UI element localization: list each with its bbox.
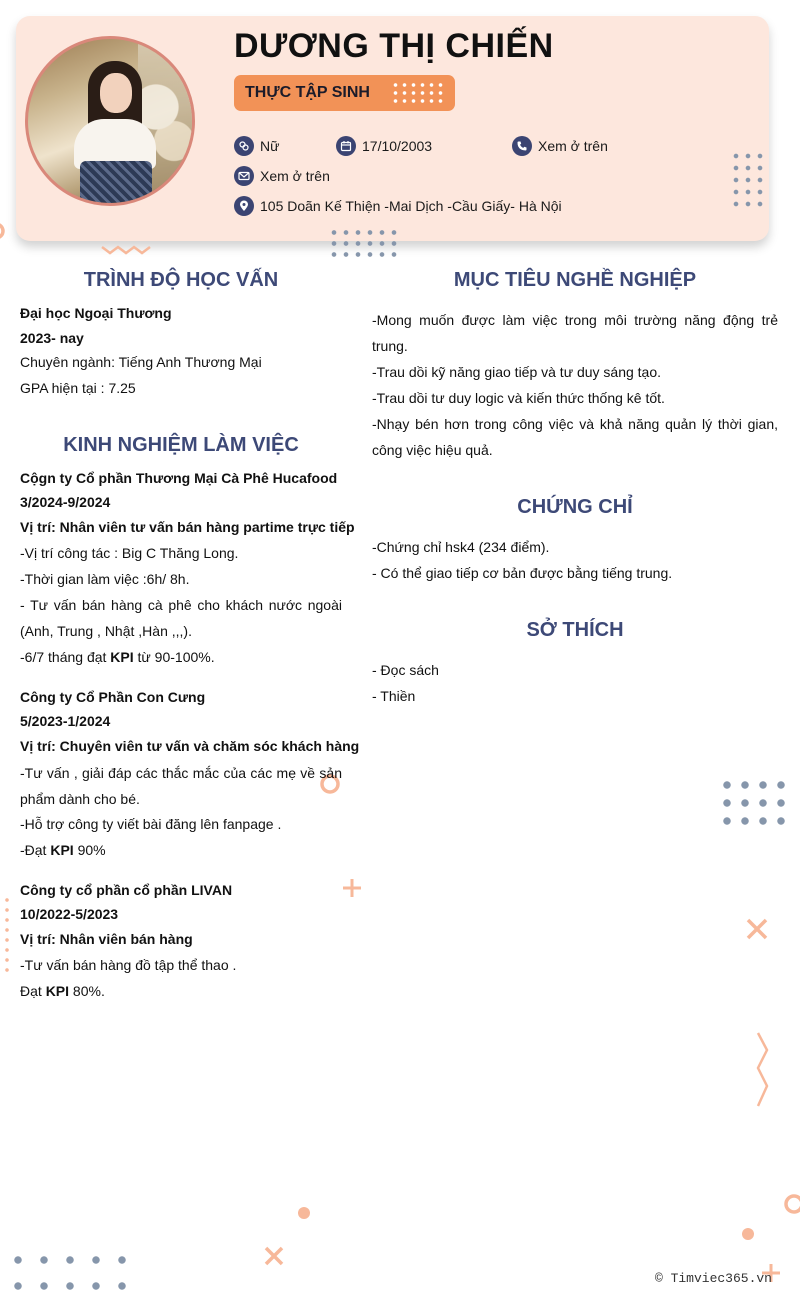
job-position: Vị trí: Nhân viên tư vấn bán hàng partime trực tiếp <box>20 519 355 535</box>
cross-decoration <box>262 1244 286 1268</box>
address-row <box>234 196 562 216</box>
job-detail: -Vị trí công tác : Big C Thăng Long. <box>20 545 239 561</box>
mail-icon <box>234 166 254 186</box>
avatar <box>25 36 195 206</box>
dot-column-decoration <box>2 895 12 975</box>
email-value: Xem ở trên <box>260 168 330 184</box>
job-period: 5/2023-1/2024 <box>20 713 111 729</box>
phone-icon <box>512 136 532 156</box>
dot-grid-decoration <box>328 227 400 263</box>
objective-item: -Trau dồi tư duy logic và kiến thức thống kê tốt. <box>372 390 665 406</box>
birthday-value: 17/10/2003 <box>362 138 433 154</box>
job-detail: - Tư vấn bán hàng cà phê cho khách nước ngoài (Anh, Trung , Nhật ,Hàn ,,,). <box>20 597 342 639</box>
experience-heading: KINH NGHIỆM LÀM VIỆC <box>63 434 299 456</box>
position-badge <box>234 75 455 111</box>
education-major: Chuyên ngành: Tiếng Anh Thương Mại <box>20 354 262 370</box>
job-detail-kpi: -Đạt KPI 90% <box>20 842 106 858</box>
plus-decoration <box>341 877 363 899</box>
job-position: Vị trí: Nhân viên bán hàng <box>20 931 193 947</box>
job-position: Vị trí: Chuyên viên tư vấn và chăm sóc khách hàng <box>20 738 360 754</box>
objective-item: -Mong muốn được làm việc trong môi trường năng động trẻ trung. <box>372 312 778 354</box>
gender-row <box>234 136 279 156</box>
job-company: Công ty cổ phần cổ phần LIVAN <box>20 882 233 898</box>
job-detail: -Tư vấn , giải đáp các thắc mắc của các mẹ về sản phẩm dành cho bé. <box>20 765 342 807</box>
job-period: 10/2022-5/2023 <box>20 906 119 922</box>
zigzag-vertical-decoration <box>752 1030 772 1110</box>
gender-value: Nữ <box>260 138 280 154</box>
objective-heading: MỤC TIÊU NGHỀ NGHIỆP <box>453 269 697 291</box>
dot-decoration <box>740 1226 756 1242</box>
dot-grid-decoration <box>5 1247 135 1295</box>
objective-item: -Trau dồi kỹ năng giao tiếp và tư duy sáng tạo. <box>372 364 662 380</box>
job-detail-kpi: Đạt KPI 80%. <box>20 983 105 999</box>
job-company: Cộgn ty Cổ phần Thương Mại Cà Phê Hucafood <box>20 470 338 486</box>
phone-value: Xem ở trên <box>538 138 608 154</box>
hobby-item: - Thiền <box>372 688 416 704</box>
ring-decoration <box>0 220 14 244</box>
position-title: THỰC TẬP SINH <box>245 84 370 101</box>
gender-icon <box>234 136 254 156</box>
candidate-name: DƯƠNG THỊ CHIẾN <box>234 27 554 65</box>
phone-row <box>512 136 608 156</box>
education-gpa: GPA hiện tại : 7.25 <box>20 380 136 396</box>
certificate-item: -Chứng chỉ hsk4 (234 điểm). <box>372 539 550 555</box>
education-period: 2023- nay <box>20 330 84 346</box>
hobbies-heading: SỞ THÍCH <box>526 619 624 641</box>
job-detail-kpi: -6/7 tháng đạt KPI từ 90-100%. <box>20 649 215 665</box>
certificate-item: - Có thể giao tiếp cơ bản được bằng tiếng trung. <box>372 565 673 581</box>
ring-decoration <box>778 1190 800 1220</box>
location-icon <box>234 196 254 216</box>
birthday-row <box>336 136 432 156</box>
job-company: Công ty Cổ Phần Con Cưng <box>20 689 206 705</box>
school-name: Đại học Ngoại Thương <box>20 305 172 321</box>
job-detail: -Tư vấn bán hàng đồ tập thể thao . <box>20 957 237 973</box>
email-row <box>234 166 330 186</box>
job-detail: -Hỗ trợ công ty viết bài đăng lên fanpage . <box>20 816 282 832</box>
dot-grid-decoration <box>730 150 766 210</box>
objective-item: -Nhạy bén hơn trong công việc và khả năng quản lý thời gian, công việc hiệu quả. <box>372 416 778 458</box>
badge-dots-decoration <box>391 81 447 105</box>
certificates-heading: CHỨNG CHỈ <box>517 496 633 518</box>
dot-grid-decoration <box>718 776 790 830</box>
zigzag-decoration <box>100 244 154 256</box>
job-period: 3/2024-9/2024 <box>20 494 111 510</box>
education-heading: TRÌNH ĐỘ HỌC VẤN <box>83 269 279 291</box>
cross-decoration <box>744 916 770 942</box>
hobby-item: - Đọc sách <box>372 662 439 678</box>
job-detail: -Thời gian làm việc :6h/ 8h. <box>20 571 190 587</box>
dot-decoration <box>296 1205 312 1221</box>
calendar-icon <box>336 136 356 156</box>
footer-watermark: © Timviec365.vn <box>654 1271 772 1286</box>
address-value: 105 Doãn Kế Thiện -Mai Dịch -Cầu Giấy- Hà Nội <box>260 198 562 214</box>
